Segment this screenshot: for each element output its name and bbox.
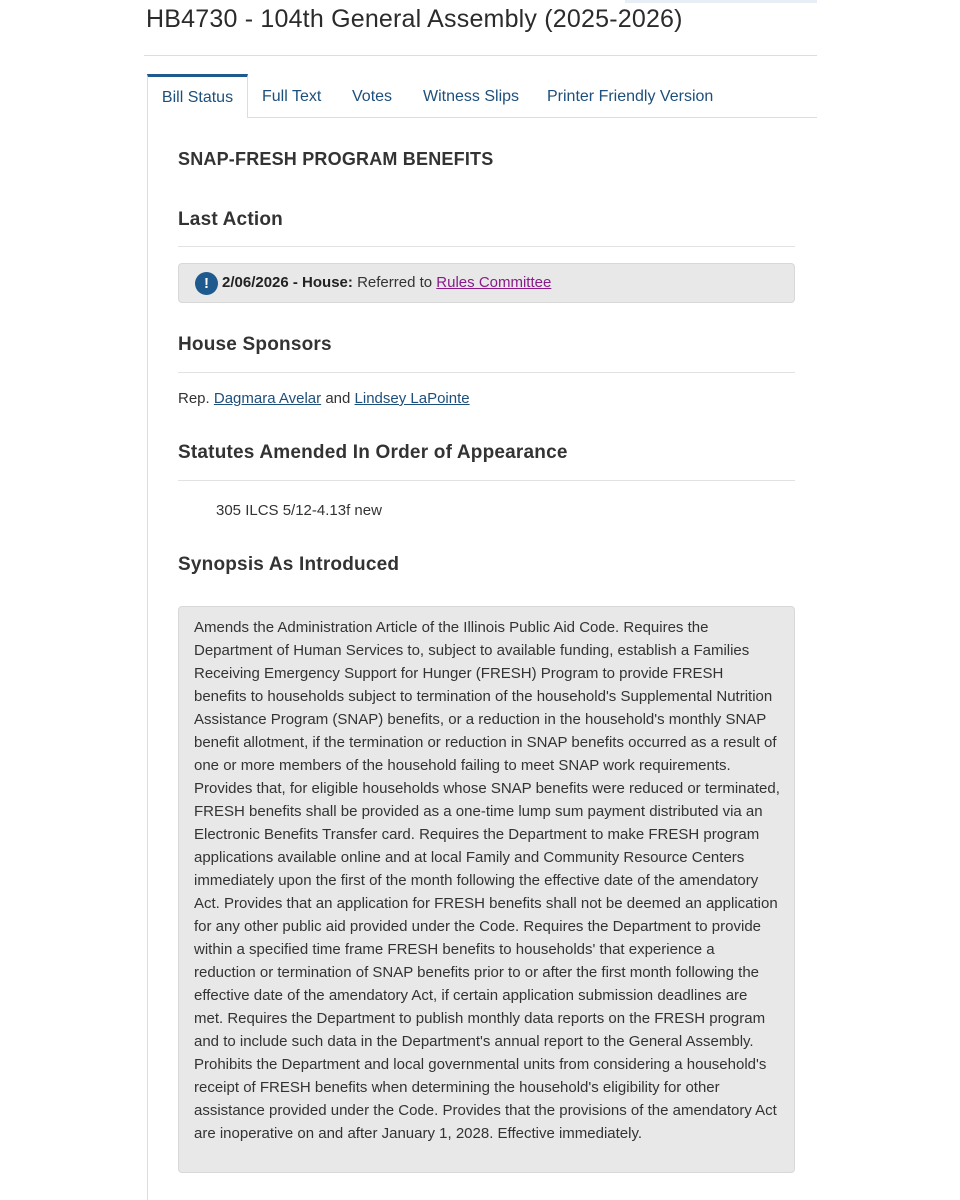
exclamation-icon: ! [195,272,218,295]
rules-committee-link[interactable]: Rules Committee [436,274,552,291]
sponsor-prefix: Rep. [178,390,210,407]
tab-printer-friendly-version[interactable]: Printer Friendly Version [547,88,714,105]
sponsor-link-dagmara-avelar[interactable]: Dagmara Avelar [213,390,322,407]
statute-item: 305 ILCS 5/12-4.13f new [216,502,382,519]
tab-witness-slips[interactable]: Witness Slips [423,88,520,105]
tab-votes[interactable]: Votes [352,88,393,105]
page-title: HB4730 - 104th General Assembly (2025-2026) [146,5,683,33]
tab-full-text[interactable]: Full Text [262,88,322,105]
synopsis-text: Amends the Administration Article of the Illinois Public Aid Code. Requires the Department of Human Services to, subject to available funding, establish a Families Receiving Emergency Support for Hunger (FRESH) Program to provide FRESH benefits to households subject to termination of the household's Supplemental Nutrition Assistance Program (SNAP) benefits, or a reduction in the household's monthly SNAP benefit allotment, if the termination or reduction in SNAP benefits occurred as a result of one or more members of the household failing to meet SNAP work requirements. Provides that, for eligible households whose SNAP benefits were reduced or terminated, FRESH benefits shall be provided as a one-time lump sum payment distributed via an Electronic Benefits Transfer card. Requires the Department to make FRESH program applications available online and at local Family and Community Resource Centers immediately upon the first of the month following the effective date of the amendatory Act. Provides that an application for FRESH benefits shall not be deemed an application for any other public aid provided under the Code. Requires the Department to provide within a specified time frame FRESH benefits to households' that experience a reduction or termination of SNAP benefits prior to or after the first month following the effective date of the amendatory Act, if certain application submission deadlines are met. Requires the Department to publish monthly data reports on the FRESH program and to include such data in the Department's annual report to the General Assembly. Prohibits the Department and local governmental units from considering a household's receipt of FRESH benefits when determining the household's eligibility for other assistance provided under the Code. Provides that the provisions of the amendatory Act are inoperative on and after January 1, 2028. Effective immediately. [194,619,780,1142]
synopsis-heading: Synopsis As Introduced [178,554,400,575]
bill-short-title: SNAP-FRESH PROGRAM BENEFITS [178,149,494,169]
house-sponsors-heading: House Sponsors [178,334,332,355]
last-action-description: Referred to [357,274,433,291]
last-action-heading: Last Action [178,209,283,230]
statutes-heading: Statutes Amended In Order of Appearance [178,442,568,463]
last-action-divider [178,246,795,247]
tab-bill-status[interactable]: Bill Status [147,74,248,118]
synopsis-panel [178,606,795,1173]
last-action-date: 2/06/2026 - House: [222,274,353,291]
sponsor-link-lindsey-lapointe[interactable]: Lindsey LaPointe [354,390,470,407]
house-sponsors-divider [178,372,795,373]
last-action-text [222,274,551,291]
title-divider [144,55,817,56]
statutes-divider [178,480,795,481]
tab-bar [147,74,817,118]
sponsors-line [178,390,470,407]
content-left-border [147,117,148,1200]
sponsor-conjunction: and [325,390,351,407]
last-action-alert [178,263,795,303]
